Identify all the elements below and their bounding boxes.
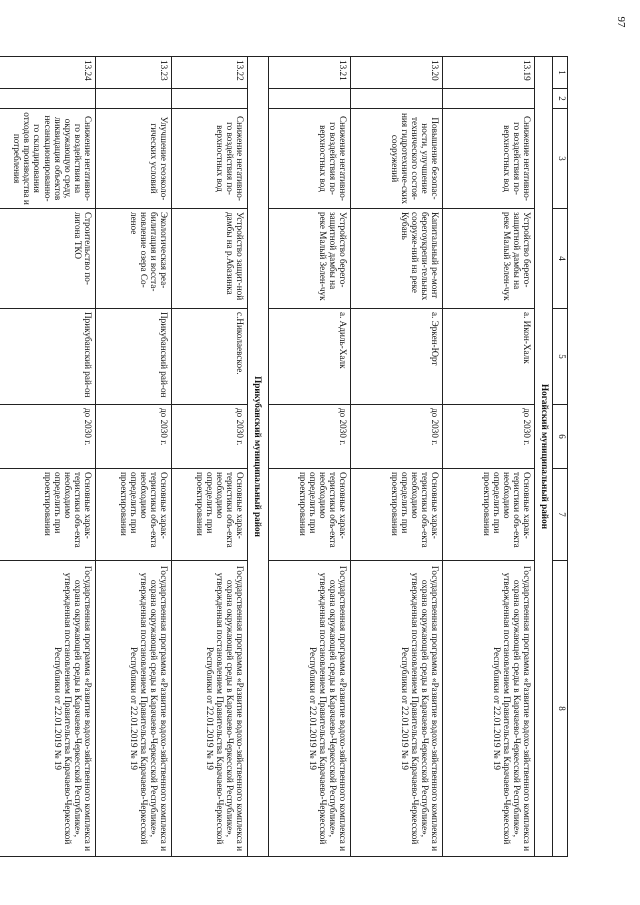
deadline-cell: до 2030 г. xyxy=(96,405,172,469)
column-number: 1 xyxy=(553,57,568,89)
source-cell: Государственная программа «Развитие водохо-зяйственного комплекса и охрана окружающей среды в Карачаево-Черкесской Республике», утвержденная постановлением Правительства Карачаево-Черкесской Республики от 22.01.2019 № 19 xyxy=(96,561,172,857)
source-cell: Государственная программа «Развитие водохо-зяйственного комплекса и охрана окружающей среды в Карачаево-Черкесской Республике», утвержденная постановлением Правительства Карачаево-Черкесской Республики от 22.01.2019 № 19 xyxy=(351,561,443,857)
measure-cell: Капитальный ре-монт берегоукрепи-тельных сооруже-ний на реке Кубань xyxy=(351,209,443,309)
source-cell: Государственная программа «Развитие водохо-зяйственного комплекса и охрана окружающей среды в Карачаево-Черкесской Республике», утвержденная постановлением Правительства Карачаево-Черкесской Республики от 22.01.2019 № 19 xyxy=(443,561,535,857)
column-number: 4 xyxy=(553,209,568,309)
row-number: 13.23 xyxy=(96,57,172,89)
column-number: 5 xyxy=(553,309,568,405)
source-cell: Государственная программа «Развитие водохо-зяйственного комплекса и охрана окружающей среды в Карачаево-Черкесской Республике», утвержденная постановлением Правительства Карачаево-Черкесской Республики от 22.01.2019 № 19 xyxy=(0,561,96,857)
measure-cell: Устройство защит-ной дамбы на р.Абазинка xyxy=(172,209,248,309)
column-number: 8 xyxy=(553,561,568,857)
rotated-table-container xyxy=(12,56,568,856)
table-row xyxy=(269,57,351,857)
location-cell: Прикубанский рай-он xyxy=(96,309,172,405)
table-row xyxy=(443,57,535,857)
table-row xyxy=(96,57,172,857)
row-number: 13.22 xyxy=(172,57,248,89)
table-row xyxy=(351,57,443,857)
col2-cell xyxy=(351,89,443,109)
row-number: 13.19 xyxy=(443,57,535,89)
deadline-cell: до 2030 г. xyxy=(443,405,535,469)
source-cell: Государственная программа «Развитие водохо-зяйственного комплекса и охрана окружающей среды в Карачаево-Черкесской Республике», утвержденная постановлением Правительства Карачаево-Черкесской Республики от 22.01.2019 № 19 xyxy=(269,561,351,857)
measures-table xyxy=(0,56,568,857)
district-heading: Ногайский муниципальный район xyxy=(535,57,553,857)
table-row xyxy=(172,57,248,857)
deadline-cell: до 2030 г. xyxy=(0,405,96,469)
col2-cell xyxy=(443,89,535,109)
characteristics-cell: Основные харак-теристики объ-екта необходимо определить при проектировании xyxy=(443,469,535,561)
deadline-cell: до 2030 г. xyxy=(172,405,248,469)
location-cell: с.Николаевское. xyxy=(172,309,248,405)
characteristics-cell: Основные харак-теристики объ-екта необходимо определить при проектировании xyxy=(269,469,351,561)
measure-cell: Экологическая реа-билитация и восста-новление озера Со-леное xyxy=(96,209,172,309)
source-cell: Государственная программа «Развитие водохо-зяйственного комплекса и охрана окружающей среды в Карачаево-Черкесской Республике», утвержденная постановлением Правительства Карачаево-Черкесской Республики от 22.01.2019 № 19 xyxy=(172,561,248,857)
deadline-cell: до 2030 г. xyxy=(351,405,443,469)
location-cell: а. Адиль-Халк xyxy=(269,309,351,405)
table-row xyxy=(0,57,96,857)
measure-cell: Устройство берего-защитной дамбы на реке Малый Зелен-чук xyxy=(269,209,351,309)
goal-cell: Улучшение геоэколо-гических условий xyxy=(96,109,172,209)
col2-cell xyxy=(96,89,172,109)
measure-cell: Строительство по-лигона ТКО xyxy=(0,209,96,309)
characteristics-cell: Основные харак-теристики объ-екта необходимо определить при проектировании xyxy=(96,469,172,561)
district-heading: Прикубанский муниципальный район xyxy=(248,57,269,857)
location-cell: а. Икон-Халк xyxy=(443,309,535,405)
district-heading-row xyxy=(535,57,553,857)
column-number: 2 xyxy=(553,89,568,109)
location-cell: Прикубанский рай-он xyxy=(0,309,96,405)
characteristics-cell: Основные харак-теристики объ-екта необходимо определить при проектировании xyxy=(0,469,96,561)
col2-cell xyxy=(0,89,96,109)
goal-cell: Снижение негативно-го воздействия по-верхностных вод xyxy=(443,109,535,209)
characteristics-cell: Основные харак-теристики объ-екта необходимо определить при проектировании xyxy=(172,469,248,561)
goal-cell: Повышение безопас-ности, улучшение технического состоя-ния гидротехниче-ских сооружений xyxy=(351,109,443,209)
goal-cell: Снижение негативно-го воздействия на окружающую среду, ликвидация объектов несанкционированно-го складирования отходов производства и потребления xyxy=(0,109,96,209)
col2-cell xyxy=(172,89,248,109)
deadline-cell: до 2030 г. xyxy=(269,405,351,469)
page-number: 97 xyxy=(615,16,627,28)
district-heading-row xyxy=(248,57,269,857)
column-number-row xyxy=(553,57,568,857)
characteristics-cell: Основные харак-теристики объ-екта необходимо определить при проектировании xyxy=(351,469,443,561)
goal-cell: Снижение негативно-го воздействия по-верхностных вод xyxy=(269,109,351,209)
row-number: 13.21 xyxy=(269,57,351,89)
column-number: 3 xyxy=(553,109,568,209)
goal-cell: Снижение негативно-го воздействия по-верхностных вод xyxy=(172,109,248,209)
measure-cell: Устройство берего-защитной дамбы на реке Малый Зелен-чук xyxy=(443,209,535,309)
row-number: 13.20 xyxy=(351,57,443,89)
location-cell: а. Эркен-Юрт xyxy=(351,309,443,405)
column-number: 7 xyxy=(553,469,568,561)
column-number: 6 xyxy=(553,405,568,469)
row-number: 13.24 xyxy=(0,57,96,89)
col2-cell xyxy=(269,89,351,109)
